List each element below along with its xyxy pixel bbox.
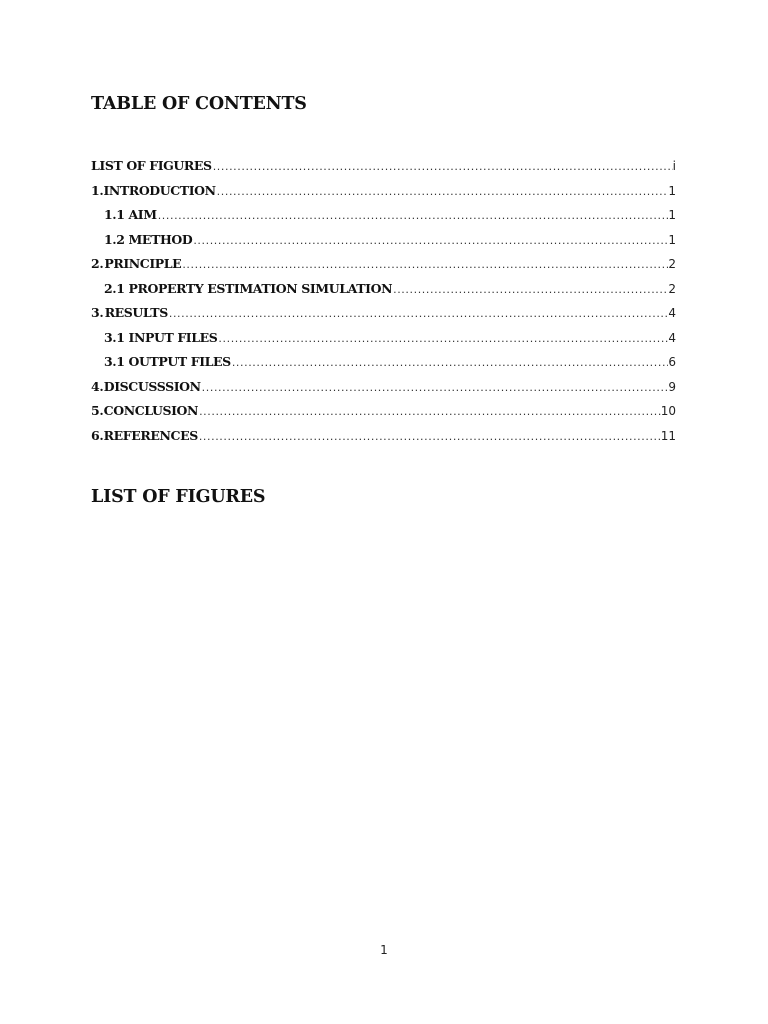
toc-dot-leader — [192, 231, 668, 251]
toc-entry-number: 3. — [91, 305, 104, 320]
toc-entry-page: 4 — [668, 306, 676, 320]
toc-dot-leader — [181, 255, 668, 275]
toc-entry-page: 11 — [660, 428, 676, 443]
toc-dot-leader — [212, 157, 673, 177]
toc-entry-output-files[interactable] — [104, 352, 676, 372]
toc-entry-introduction[interactable] — [91, 181, 676, 201]
toc-entry-label: INTRODUCTION — [103, 182, 216, 198]
toc-entry-label: 2.1 PROPERTY ESTIMATION SIMULATION — [104, 280, 393, 296]
toc-entry-method[interactable] — [104, 230, 676, 250]
toc-title: TABLE OF CONTENTS — [91, 94, 307, 114]
toc-entry-label: 1.1 AIM — [104, 207, 157, 222]
toc-entry-conclusion[interactable] — [91, 401, 676, 421]
toc-dot-leader — [231, 353, 669, 373]
toc-dot-leader — [198, 402, 661, 422]
toc-entry-number: 2. — [91, 256, 104, 271]
toc-entry-label: RESULTS — [104, 305, 168, 320]
toc-entry-page: i — [672, 159, 676, 173]
toc-entry-page: 2 — [668, 257, 676, 271]
toc-dot-leader — [392, 280, 668, 300]
toc-dot-leader — [201, 378, 669, 398]
toc-entry-discussion[interactable] — [91, 377, 676, 397]
toc-entry-page: 1 — [668, 183, 676, 198]
toc-entry-aim[interactable] — [104, 205, 676, 225]
toc-entry-page: 6 — [668, 355, 676, 369]
toc-entry-page: 1 — [668, 208, 676, 222]
toc-entry-page: 10 — [660, 404, 676, 418]
toc-entry-label: 3.1 OUTPUT FILES — [104, 354, 231, 369]
list-of-figures-title: LIST OF FIGURES — [91, 487, 266, 507]
page-number: 1 — [380, 943, 388, 957]
toc-entry-page: 1 — [668, 232, 676, 247]
toc-entry-page: 9 — [668, 379, 676, 394]
toc-entry-number: 5. — [91, 403, 104, 418]
toc-entry-property-estimation-simulation[interactable] — [104, 279, 676, 299]
toc-entry-references[interactable] — [91, 426, 676, 446]
toc-entry-page: 4 — [668, 330, 676, 345]
toc-entry-label: REFERENCES — [103, 427, 198, 443]
toc-entry-page: 2 — [668, 281, 676, 296]
toc-entry-number: 6. — [91, 427, 104, 443]
toc-entry-number: 4. — [91, 378, 104, 394]
toc-entry-principle[interactable] — [91, 254, 676, 274]
toc-entry-label: LIST OF FIGURES — [91, 158, 212, 173]
toc-entry-label: 1.2 METHOD — [104, 231, 193, 247]
toc-entry-label: PRINCIPLE — [104, 256, 182, 271]
toc-entry-label: CONCLUSION — [103, 403, 199, 418]
toc-entry-number: 1. — [91, 182, 104, 198]
toc-dot-leader — [216, 182, 669, 202]
toc-dot-leader — [198, 427, 661, 447]
toc-entry-input-files[interactable] — [104, 328, 676, 348]
toc-entry-list-of-figures[interactable] — [91, 156, 676, 176]
toc-entry-label: DISCUSSSION — [103, 378, 201, 394]
toc-entry-results[interactable] — [91, 303, 676, 323]
toc-dot-leader — [157, 206, 669, 226]
toc-dot-leader — [217, 329, 668, 349]
toc-dot-leader — [168, 304, 669, 324]
toc-entry-label: 3.1 INPUT FILES — [104, 329, 218, 345]
